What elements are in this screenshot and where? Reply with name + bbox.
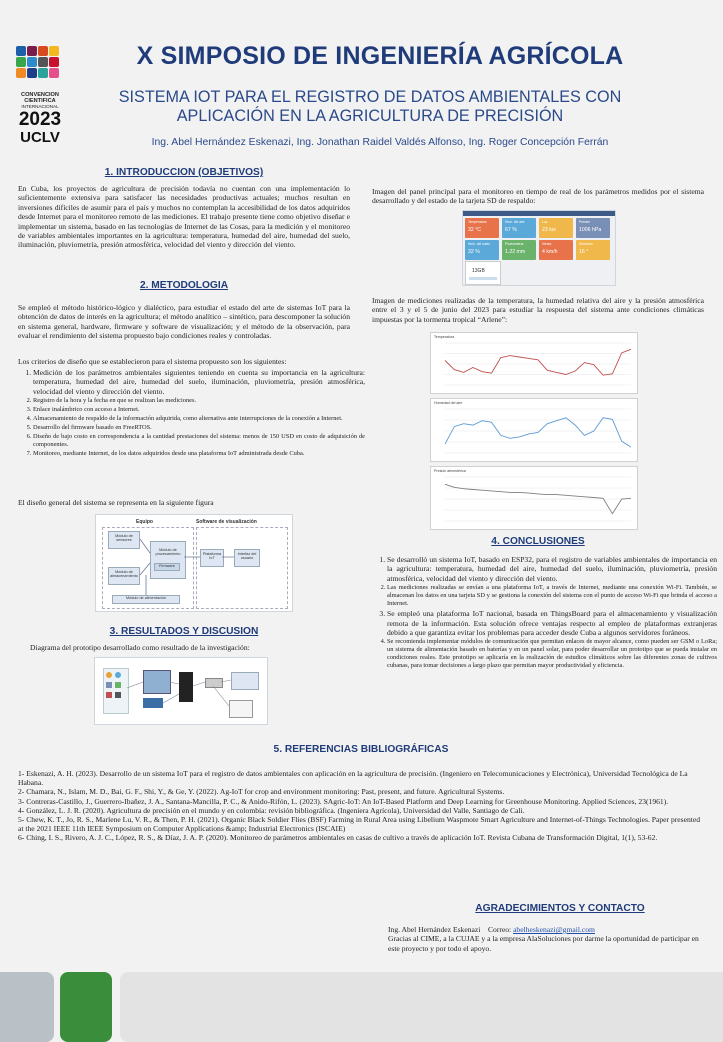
decor-shape bbox=[120, 972, 723, 1042]
series-line bbox=[445, 349, 631, 375]
logo-tile bbox=[49, 68, 59, 78]
logo-text: CONVENCION bbox=[21, 92, 59, 98]
ack-mail-link[interactable]: abelheskenazi@gmail.com bbox=[513, 925, 595, 934]
card-label: Hum. del aire bbox=[505, 220, 525, 224]
conclusions-list bbox=[372, 555, 717, 671]
chart-pressure bbox=[430, 466, 638, 530]
ack-contact-line bbox=[388, 925, 708, 934]
poster-title: X SIMPOSIO DE INGENIERÍA AGRÍCOLA bbox=[136, 42, 624, 70]
list-item: 4. Almacenamiento de respaldo de la información adquirida, como alternativa ante interrupciones de la conexión a Internet. bbox=[33, 415, 365, 423]
chart-title: Humedad del aire bbox=[434, 401, 463, 405]
card-value: 23 lux bbox=[542, 227, 556, 233]
chart-svg bbox=[431, 399, 637, 461]
diagram-box: Interfaz del usuario bbox=[234, 549, 260, 567]
diagram-label: Equipo bbox=[136, 519, 153, 525]
dashboard-card bbox=[465, 240, 499, 260]
diagram-arrows bbox=[96, 515, 292, 611]
section-heading-references: 5. REFERENCIAS BIBLIOGRÁFICAS bbox=[273, 744, 449, 755]
diagram-box: Módulo de alimentación bbox=[112, 595, 180, 604]
logo-tile bbox=[38, 46, 48, 56]
card-label: Dirección bbox=[579, 242, 593, 246]
list-item: 4. Se recomienda implementar módulos de comunicación que permitan enlaces de mayor alcance, como pueden ser GSM o LoRa; un sistema de alimentación basado en baterías y en un panel solar, para poder desarrollar un prototipo que se pueda instalar en condiciones reales. Este prototipo se aplicaría en la realización de estudios climáticos sobre las diferentes zonas de cultivos cubanas, para tomar decisiones a largo plazo que permitan mayor productividad y eficiencia. bbox=[387, 638, 717, 670]
dashboard-card bbox=[502, 218, 536, 238]
authors: Ing. Abel Hernández Eskenazi, Ing. Jonathan Raidel Valdés Alfonso, Ing. Roger Concepción Ferrán bbox=[151, 137, 609, 148]
card-label: Viento bbox=[542, 242, 552, 246]
ack-mail-label: Correo: bbox=[487, 925, 512, 934]
reference-item: 2- Chamara, N., Islam, M. D., Bai, G. F., Shi, Y., & Ge, Y. (2022). Ag-IoT for crop and environment monitoring: Past, present, and future. Agricultural Systems. bbox=[18, 787, 505, 797]
results-caption: Diagrama del prototipo desarrollado como resultado de la investigación: bbox=[30, 643, 250, 652]
dashboard-card bbox=[502, 240, 536, 260]
reference-item: 5- Chew, K. T., Jo, R. S., Marlene Lu, V. R., & Then, P. H. (2021). Organic Black Soldier Flies (BSF) Farming in Rural Area using Libelium Waspmote Smart Agriculture and Internet-of-Things Technologies. Paper presented at the 2021 IEEE 11th IEEE Symposium on Computer Applications &amp; Industrial Electronics (ISCAIE) bbox=[18, 815, 701, 834]
logo-tile bbox=[27, 46, 37, 56]
chart-title: Presión atmosférica bbox=[434, 469, 466, 473]
card-value: 4 km/h bbox=[542, 249, 558, 255]
card-value: 67 % bbox=[505, 227, 517, 233]
logo-tile bbox=[16, 68, 26, 78]
chart-svg bbox=[431, 333, 637, 393]
logo-tile bbox=[49, 46, 59, 56]
card-label: Pluviometría bbox=[505, 242, 524, 246]
sd-usage-bar bbox=[469, 277, 497, 280]
dashboard-card bbox=[576, 240, 610, 260]
diagram-label: Software de visualización bbox=[196, 519, 257, 525]
logo-tile bbox=[27, 68, 37, 78]
diagram-box: Módulo de procesamiento bbox=[150, 541, 186, 579]
reference-item: 1- Eskenazi, A. H. (2023). Desarrollo de un sistema IoT para el registro de datos ambientales con aplicación en la agricultura de precisión. (Ingeniero en Telecomunicaciones y Electrónica), Universidad Tecnológica de La Habana. bbox=[18, 769, 688, 788]
list-item: 6. Diseño de bajo costo en correspondencia a la cantidad prestaciones del sistema: menos de 150 USD en costo de adquisición de componentes. bbox=[33, 433, 365, 449]
prototype-links bbox=[95, 658, 267, 724]
ack-block bbox=[388, 925, 708, 953]
diagram-box: Módulo de sensores bbox=[108, 531, 140, 549]
criteria-list bbox=[18, 368, 365, 459]
method-text: Se empleó el método histórico-lógico y dialéctico, para estudiar el estado del arte de sistemas IoT para la obtención de datos de interés en la agricultura; el método analítico – sintético, para descomponer la solución en sistema general, hardware, firmware y software de visualización; y el método de la observación, para evaluar el rendimiento del sistema propuesto bajo condiciones reales y controladas. bbox=[18, 303, 350, 341]
logo-tile bbox=[38, 57, 48, 67]
chart-temperature bbox=[430, 332, 638, 394]
intro-text: En Cuba, los proyectos de agricultura de precisión todavía no cuentan con una implementación lo suficientemente extensiva para satisfacer las necesidades productivas actuales; muchos resultan en inversiones difíciles de asumir para el país y muchos no contemplan la accesibilidad de los datos adquiridos desde Internet para el monitoreo remoto de las mediciones. El trabajo presente tiene como objetivo diseñar e implementar un sistema, basado en las tecnologías de Internet de las Cosas, para la medición y el monitoreo de variables ambientales importantes en la agricultura: temperatura, humedad del aire, humedad del suelo, iluminación, pluviometría, presión atmosférica, velocidad del viento y dirección del viento. bbox=[18, 184, 350, 250]
card-label: Presión bbox=[579, 220, 591, 224]
logo-tile bbox=[16, 46, 26, 56]
dashboard-card bbox=[539, 240, 573, 260]
logo-tile bbox=[38, 68, 48, 78]
decor-shape bbox=[0, 972, 54, 1042]
list-item: 3. Se empleó una plataforma IoT nacional, basada en ThingsBoard para el almacenamiento y visualización remota de la información. Esta solución ofrece ventajas respecto al empleo de plataformas extranjeras debido a que garantiza evitar los problemas para acceder desde Cuba a algunos servidores foráneos. bbox=[387, 609, 717, 637]
logo-text: INTERNACIONAL bbox=[21, 104, 59, 109]
system-design-figure bbox=[95, 514, 293, 612]
reference-item: 6- Ching, I. S., Rivero, A. J. C., López, R. S., & Díaz, J. A. P. (2020). Monitoreo de parámetros ambientales en casas de cultivo a través de aplicación IoT. Revista Cubana de Transformación Digital, 1(1), 53-62. bbox=[18, 833, 658, 843]
list-item: 1. Se desarrolló un sistema IoT, basado en ESP32, para el registro de variables ambientales de importancia en la agricultura: temperatura, humedad del aire, humedad del suelo, iluminación, pluviometría, presión atmosférica, velocidad del viento y dirección del viento. bbox=[387, 555, 717, 583]
subtitle-line: APLICACIÓN EN LA AGRICULTURA DE PRECISIÓN bbox=[176, 107, 564, 125]
subtitle-line: SISTEMA IOT PARA EL REGISTRO DE DATOS AMBIENTALES CON bbox=[118, 88, 622, 106]
chart-title: Temperatura bbox=[434, 335, 455, 339]
logo-year: 2023 bbox=[18, 109, 62, 130]
design-caption: El diseño general del sistema se representa en la siguiente figura bbox=[18, 498, 214, 507]
card-label: Luz bbox=[542, 220, 548, 224]
list-item: 2. Registro de la hora y la fecha en que se realizan las mediciones. bbox=[33, 397, 365, 405]
section-heading-conclusions: 4. CONCLUSIONES bbox=[491, 536, 585, 547]
section-heading-ack: AGRADECIMIENTOS Y CONTACTO bbox=[475, 903, 645, 914]
iot-dashboard bbox=[462, 210, 616, 286]
ack-text: Gracias al CIME, a la CUJAE y a la empresa AlaSoluciones por darme la oportunidad de participar en este proyecto y por todo el apoyo. bbox=[388, 934, 699, 953]
list-item: 3. Enlace inalámbrico con acceso a Internet. bbox=[33, 406, 365, 414]
section-heading-intro: 1. INTRODUCCION (OBJETIVOS) bbox=[104, 167, 264, 178]
section-heading-method: 2. METODOLOGIA bbox=[139, 280, 229, 291]
sd-card-widget bbox=[465, 261, 501, 285]
section-heading-results: 3. RESULTADOS Y DISCUSION bbox=[109, 626, 259, 637]
panel-caption: Imagen del panel principal para el monitoreo en tiempo de real de los parámetros medidos por el sistema desarrollado y del estado de la tarjeta SD de respaldo: bbox=[372, 187, 704, 206]
series-line bbox=[445, 418, 631, 447]
references-list bbox=[18, 769, 706, 843]
card-label: Hum. del suelo bbox=[468, 242, 490, 246]
logo-tile bbox=[16, 57, 26, 67]
poster-subtitle bbox=[90, 88, 650, 126]
reference-item: 3- Contreras-Castillo, J., Guerrero-Ibañez, J. A., Santana-Mancilla, P. C., & Anido-Rifón, L. (2023). SAgric-IoT: An IoT-Based Platform and Deep Learning for Greenhouse Monitoring. Applied Sciences, 23(1961). bbox=[18, 796, 669, 806]
diagram-box: Módulo de almacenamiento bbox=[108, 567, 140, 585]
measure-caption: Imagen de mediciones realizadas de la temperatura, la humedad relativa del aire y la presión atmosférica entre el 3 y el 5 de junio del 2023 para estudiar la respuesta del sistema ante condiciones climáticas impuestas por la tormenta tropical “Arlene”: bbox=[372, 296, 704, 324]
criteria-intro: Los criterios de diseño que se establecieron para el sistema propuesto son los siguientes: bbox=[18, 357, 287, 366]
card-value: 1006 hPa bbox=[579, 227, 602, 233]
logo-org: UCLV bbox=[20, 129, 60, 146]
dashboard-card bbox=[465, 218, 499, 238]
list-item: 7. Monitoreo, mediante Internet, de los datos adquiridos desde una plataforma IoT administrada desde Cuba. bbox=[33, 450, 365, 458]
conference-logo bbox=[14, 44, 66, 154]
logo-tile bbox=[27, 57, 37, 67]
chart-svg bbox=[431, 467, 637, 529]
dashboard-card bbox=[539, 218, 573, 238]
card-value: 1.22 mm bbox=[505, 249, 526, 255]
prototype-figure bbox=[94, 657, 268, 725]
ack-author: Ing. Abel Hernández Eskenazi bbox=[388, 925, 481, 934]
list-item: 2. Las mediciones realizadas se envían a una plataforma IoT, a través de Internet, mediante una conexión Wi-Fi. También, se almacenan los datos en una tarjeta SD y se gestiona la conexión del sistema con el punto de acceso Wi-Fi que brinda el acceso a Internet. bbox=[387, 584, 717, 608]
chart-humidity bbox=[430, 398, 638, 462]
reference-item: 4- González, L. J. R. (2020). Agricultura de precisión en el mundo y en colombia: revisión bibliográfica. (Ingeniera Agrícola), Universidad del Valle, Santiago de Cali. bbox=[18, 805, 525, 815]
list-item: 1. Medición de los parámetros ambientales siguientes teniendo en cuenta su importancia en la agricultura: temperatura, humedad del aire, humedad del suelo, iluminación, pluviometría, presión atmosférica, velocidad del viento y dirección del viento. bbox=[33, 368, 365, 396]
card-label: Temperatura bbox=[468, 220, 487, 224]
diagram-box: Firmware bbox=[154, 563, 180, 571]
card-value: 32 % bbox=[468, 249, 480, 255]
diagram-box: Plataforma IoT bbox=[200, 549, 224, 567]
list-item: 5. Desarrollo del firmware basado en FreeRTOS. bbox=[33, 424, 365, 432]
decor-shape bbox=[60, 972, 112, 1042]
logo-text: CIENTIFICA bbox=[24, 98, 56, 104]
dashboard-header bbox=[463, 211, 615, 216]
card-value: 32 °C bbox=[468, 227, 482, 233]
logo-tile bbox=[49, 57, 59, 67]
card-value: 16 ° bbox=[579, 249, 589, 255]
dashboard-card bbox=[576, 218, 610, 238]
sd-value: 13GB bbox=[472, 268, 485, 274]
